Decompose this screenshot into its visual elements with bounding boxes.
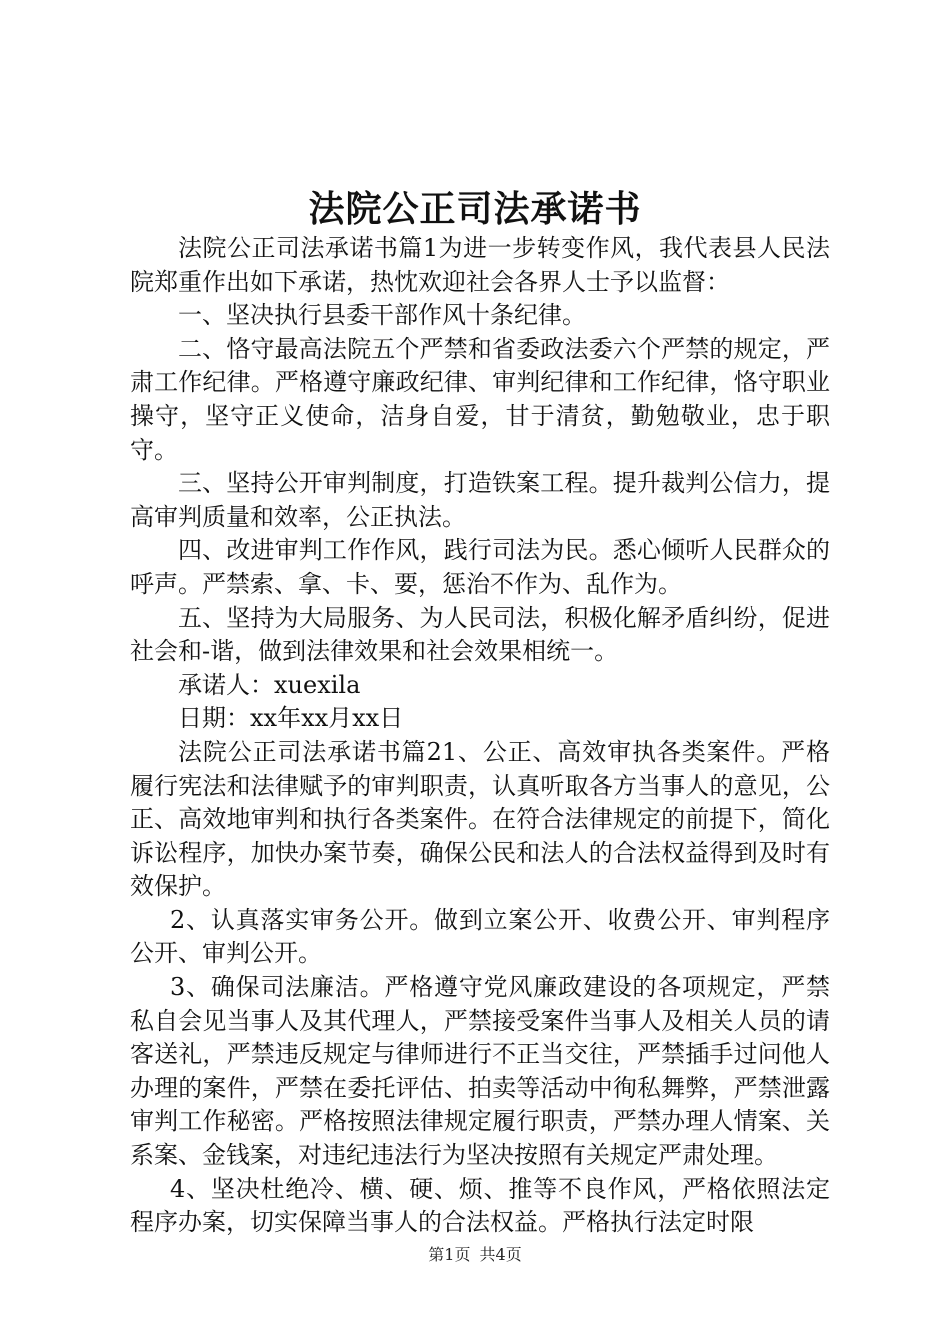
paragraph-item-3: 三、坚持公开审判制度，打造铁案工程。提升裁判公信力，提高审判质量和效率，公正执法。	[130, 469, 830, 531]
paragraph-part2-item-3: 3、确保司法廉洁。严格遵守党风廉政建设的各项规定，严禁私自会见当事人及其代理人，严禁接受案件当事人及相关人员的请客送礼，严禁违反规定与律师进行不正当交往，严禁插手过问他人办理的案件，严禁在委托评估、拍卖等活动中徇私舞弊，严禁泄露审判工作秘密。严格按照法律规定履行职责，严禁办理人情案、关系案、金钱案，对违纪违法行为坚决按照有关规定严肃处理。	[130, 973, 830, 1170]
page-number: 第1页	[428, 1245, 471, 1264]
page-footer	[0, 1244, 950, 1266]
paragraph-part2-item-4: 4、坚决杜绝冷、横、硬、烦、推等不良作风，严格依照法定程序办案，切实保障当事人的合法权益。严格执行法定时限	[130, 1174, 830, 1237]
document-body	[130, 232, 830, 1240]
paragraph-part2-item-2: 2、认真落实审务公开。做到立案公开、收费公开、审判程序公开、审判公开。	[130, 905, 830, 968]
paragraph-intro: 法院公正司法承诺书篇1为进一步转变作风，我代表县人民法院郑重作出如下承诺，热忱欢迎社会各界人士予以监督：	[130, 234, 830, 296]
paragraph-item-1: 一、坚决执行县委干部作风十条纪律。	[178, 301, 586, 330]
paragraph-item-4: 四、改进审判工作作风，践行司法为民。悉心倾听人民群众的呼声。严禁索、拿、卡、要，惩治不作为、乱作为。	[130, 536, 830, 598]
page-total: 共4页	[479, 1245, 522, 1264]
paragraph-part2-item-1: 法院公正司法承诺书篇21、公正、高效审执各类案件。严格履行宪法和法律赋予的审判职责，认真听取各方当事人的意见，公正、高效地审判和执行各类案件。在符合法律规定的前提下，简化诉讼程序，加快办案节奏，确保公民和法人的合法权益得到及时有效保护。	[130, 737, 830, 901]
paragraph-item-5: 五、坚持为大局服务、为人民司法，积极化解矛盾纠纷，促进社会和-谐，做到法律效果和社会效果相统一。	[130, 603, 830, 666]
document-title: 法院公正司法承诺书	[308, 188, 642, 230]
paragraph-item-2: 二、恪守最高法院五个严禁和省委政法委六个严禁的规定，严肃工作纪律。严格遵守廉政纪律、审判纪律和工作纪律，恪守职业操守，坚守正义使命，洁身自爱，甘于清贫，勤勉敬业，忠于职守。	[130, 334, 830, 464]
promisor-line: 承诺人：xuexila	[178, 670, 361, 699]
date-line: 日期：xx年xx月xx日	[178, 704, 404, 733]
